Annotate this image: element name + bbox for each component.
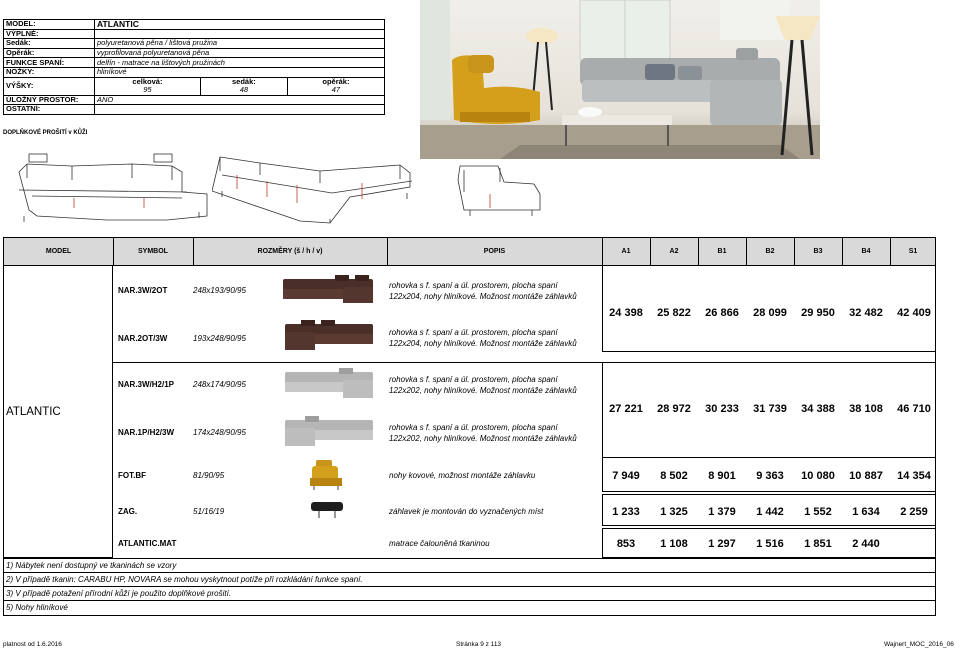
spec-label: MODEL: (4, 20, 95, 30)
spec-value: delfín - matrace na lištových pružinách (95, 58, 385, 68)
price-cell: 42 409 (897, 307, 931, 319)
spec-label-other: OSTATNÍ: (4, 105, 95, 115)
height-name: celková: (95, 77, 201, 86)
item-dims: 174x248/90/95 (193, 428, 246, 437)
spec-value: hliníkové (95, 67, 385, 77)
price-cell: 1 851 (804, 538, 832, 550)
spec-label-heights: VÝŠKY: (4, 77, 95, 95)
product-photo (420, 0, 820, 159)
price-cell: 28 099 (753, 307, 787, 319)
header-b3: B3 (813, 248, 823, 255)
item-code: ZAG. (118, 507, 138, 516)
sofa-drawing-corner-left (14, 150, 209, 225)
header-a2: A2 (669, 248, 679, 255)
price-cell: 10 080 (801, 470, 835, 482)
spec-value: vyprofilovaná polyuretanová pěna (95, 48, 385, 58)
header-b1: B1 (717, 248, 727, 255)
header-description: POPIS (483, 248, 506, 255)
price-cell: 8 901 (708, 470, 736, 482)
price-cell: 2 440 (852, 538, 880, 550)
item-desc-line1: rohovka s f. spaní a úl. prostorem, plocha spaní (389, 281, 558, 290)
item-desc: matrace čalouněná tkaninou (389, 539, 490, 548)
height-name: sedák: (200, 77, 287, 86)
item-code: NAR.2OT/3W (118, 334, 168, 343)
height-value: 47 (287, 86, 384, 95)
item-dims: 81/90/95 (193, 471, 225, 480)
price-cell: 31 739 (753, 403, 787, 415)
price-cell: 1 233 (612, 506, 640, 518)
sofa-thumb-grey (281, 366, 377, 402)
headrest-thumb (309, 500, 345, 520)
price-cell: 26 866 (705, 307, 739, 319)
item-code: NAR.1P/H2/3W (118, 428, 175, 437)
price-cell: 1 325 (660, 506, 688, 518)
price-cell: 1 108 (660, 538, 688, 550)
header-dimensions: ROZMĚRY (š / h / v) (257, 248, 323, 255)
price-cell: 7 949 (612, 470, 640, 482)
item-desc-line2: 122x202, nohy hliníkové. Možnost montáže záhlavků (389, 385, 577, 395)
spec-label: NOŽKY: (4, 67, 95, 77)
header-model: MODEL (45, 248, 72, 255)
note-5: 5) Nohy hliníkové (4, 600, 936, 616)
item-code: NAR.3W/2OT (118, 286, 168, 295)
footer-page: Stránka 9 z 113 (456, 641, 502, 648)
spec-table (3, 19, 385, 115)
item-dims: 51/16/19 (193, 507, 225, 516)
price-cell: 8 502 (660, 470, 688, 482)
item-dims: 248x193/90/95 (193, 286, 246, 295)
item-desc-line1: rohovka s f. spaní a úl. prostorem, plocha spaní (389, 423, 558, 432)
height-value: 48 (200, 86, 287, 95)
price-cell: 38 108 (849, 403, 883, 415)
header-s1: S1 (908, 248, 918, 255)
row-separator (113, 362, 602, 363)
note-2: 2) V případě tkanin: CARABU HP, NOVARA se mohou vyskytnout potíže při rozkládání funkce spaní. (4, 572, 936, 586)
price-cell: 32 482 (849, 307, 883, 319)
spec-label: FUNKCE SPANÍ: (4, 58, 95, 68)
price-cell: 1 552 (804, 506, 832, 518)
note-1: 1) Nábytek není dostupný ve tkaninách se vzory (4, 558, 936, 572)
table-header (4, 238, 935, 266)
item-desc: záhlavek je montován do vyznačených míst (389, 507, 544, 516)
spec-label-storage: ÚLOŽNÝ PROSTOR: (4, 95, 95, 105)
header-b2: B2 (765, 248, 775, 255)
header-b4: B4 (861, 248, 871, 255)
price-cell: 30 233 (705, 403, 739, 415)
extra-stitching-label: DOPLŇKOVÉ PROŠITÍ v KŮŽI (3, 130, 88, 136)
height-value: 95 (95, 86, 201, 95)
price-cell: 29 950 (801, 307, 835, 319)
item-desc-line1: rohovka s f. spaní a úl. prostorem, plocha spaní (389, 328, 558, 337)
sofa-thumb-brown (281, 318, 377, 354)
spec-value-storage: ANO (95, 95, 385, 105)
spec-value-model: ATLANTIC (95, 20, 385, 30)
price-cell: 46 710 (897, 403, 931, 415)
spec-value: polyuretanová pěna / lištová pružina (95, 39, 385, 49)
spec-label: VÝPLNĚ: (4, 29, 95, 39)
living-room-illustration (420, 0, 820, 159)
spec-value-other (95, 105, 385, 115)
item-desc (389, 375, 577, 396)
sofa-thumb-grey (281, 414, 377, 450)
item-code: ATLANTIC.MAT (118, 539, 177, 548)
item-dims: 248x174/90/95 (193, 380, 246, 389)
armchair-thumb-mustard (306, 458, 346, 492)
header-a1: A1 (621, 248, 631, 255)
note-3: 3) V případě potažení přírodní kůží je použito doplňkové prošití. (4, 586, 936, 600)
model-cell (4, 266, 113, 558)
item-desc (389, 328, 577, 349)
price-cell: 1 442 (756, 506, 784, 518)
height-name: opěrák: (287, 77, 384, 86)
spec-label: Sedák: (4, 39, 95, 49)
price-cell: 27 221 (609, 403, 643, 415)
spec-label: Opěrák: (4, 48, 95, 58)
header-symbol: SYMBOL (138, 248, 168, 255)
item-desc-line2: 122x204, nohy hliníkové. Možnost montáže záhlavků (389, 291, 577, 301)
item-desc-line2: 122x202, nohy hliníkové. Možnost montáže záhlavků (389, 433, 577, 443)
item-desc (389, 281, 577, 302)
price-cell: 1 516 (756, 538, 784, 550)
item-desc-line1: rohovka s f. spaní a úl. prostorem, plocha spaní (389, 375, 558, 384)
model-name: ATLANTIC (6, 406, 61, 418)
item-desc (389, 423, 577, 444)
footer-doc-code: Wajnert_MOC_2016_06 (884, 641, 954, 648)
price-cell: 24 398 (609, 307, 643, 319)
item-code: FOT.BF (118, 471, 146, 480)
price-cell: 28 972 (657, 403, 691, 415)
item-desc: nohy kovové, možnost montáže záhlavku (389, 471, 536, 480)
price-cell: 853 (616, 538, 636, 550)
armchair-drawing (450, 160, 545, 220)
item-code: NAR.3W/H2/1P (118, 380, 175, 389)
item-desc-line2: 122x204, nohy hliníkové. Možnost montáže záhlavků (389, 338, 577, 348)
price-cell: 14 354 (897, 470, 931, 482)
spec-value (95, 29, 385, 39)
price-table (3, 237, 936, 616)
price-cell: 1 634 (852, 506, 880, 518)
price-cell: 10 887 (849, 470, 883, 482)
price-cell: 1 297 (708, 538, 736, 550)
price-cell: 9 363 (756, 470, 784, 482)
footer-validity: platnost od 1.6.2016 (3, 641, 62, 648)
sofa-thumb-brown (281, 273, 377, 305)
price-cell: 25 822 (657, 307, 691, 319)
price-cell: 2 259 (900, 506, 928, 518)
sofa-drawing-corner-right (212, 153, 417, 225)
item-dims: 193x248/90/95 (193, 334, 246, 343)
price-cell: 1 379 (708, 506, 736, 518)
price-cell: 34 388 (801, 403, 835, 415)
